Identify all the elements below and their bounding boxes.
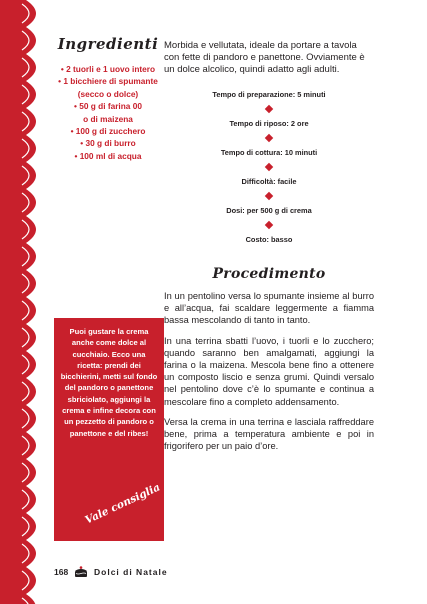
stat-cook-time: Tempo di cottura: 10 minuti bbox=[220, 148, 318, 157]
diamond-divider-icon bbox=[265, 192, 273, 200]
procedure-step: Versa la crema in una terrina e lasciala raffreddare bene, prima a temperatura ambiente e poi in frigorifero per un paio d’ore. bbox=[164, 416, 374, 452]
ingredient-item: • 2 tuorli e 1 uovo intero bbox=[60, 64, 156, 74]
ingredient-item: • 1 bicchiere di spumante bbox=[58, 76, 158, 87]
procedure-title: Procedimento bbox=[212, 266, 326, 282]
scalloped-border bbox=[0, 0, 48, 604]
stat-rest-time: Tempo di riposo: 2 ore bbox=[229, 119, 309, 128]
ingredients-panel bbox=[50, 35, 166, 162]
ingredient-item: o di maizena bbox=[83, 113, 133, 124]
stat-servings: Dosi: per 500 g di crema bbox=[226, 206, 312, 215]
ingredients-list bbox=[50, 63, 166, 162]
stat-cost: Costo: basso bbox=[245, 235, 293, 244]
diamond-divider-icon bbox=[265, 221, 273, 229]
intro-text: Morbida e vellutata, ideale da portare a tavola con fette di pandoro e panettone. Ovviamente è un dolce alcolico, quindi adatto agli adulti. bbox=[164, 40, 365, 75]
page-number: 168 bbox=[54, 567, 69, 577]
book-title: Dolci di Natale bbox=[94, 567, 168, 577]
diamond-divider-icon bbox=[265, 134, 273, 142]
tip-box bbox=[54, 318, 164, 541]
procedure-step: In una terrina sbatti l’uovo, i tuorli e lo zucchero; quando saranno ben amalgamati, aggiungi la farina o la maizena. Mescola bene fino a ottenere un composto liscio e senza grumi. Quindi versalo nel pentolino dove c’è lo spumante e continua a mescolare fino a completo addensamento. bbox=[164, 335, 374, 407]
procedure-step: In un pentolino versa lo spumante insieme al burro e all’acqua, fai scaldare leggermente a fiamma bassa mescolando di tanto in tanto. bbox=[164, 291, 374, 326]
ingredients-title: Ingredienti bbox=[57, 35, 159, 53]
ingredient-item: (secco o dolce) bbox=[77, 88, 139, 99]
ingredient-item: • 30 g di burro bbox=[80, 138, 136, 149]
tip-signature: Vale consiglia bbox=[83, 481, 163, 527]
diamond-divider-icon bbox=[265, 105, 273, 113]
scallop-edge bbox=[0, 0, 36, 604]
tip-text: Puoi gustare la crema anche come dolce al cucchiaio. Ecco una ricetta: prendi dei bicchierini, metti sul fondo del pandoro o panettone sbriciolato, aggiungi la crema e infine decora con un pezzetto di pandoro o panettone e del ribes! bbox=[60, 327, 158, 438]
cake-icon bbox=[74, 566, 88, 578]
recipe-body bbox=[164, 40, 374, 460]
recipe-stats bbox=[164, 90, 374, 244]
ingredient-item: • 50 g di farina 00 bbox=[74, 101, 142, 112]
stat-difficulty: Difficoltà: facile bbox=[241, 177, 297, 186]
ingredient-item: • 100 g di zucchero bbox=[70, 126, 146, 137]
ingredient-item: • 100 ml di acqua bbox=[74, 150, 142, 161]
stat-prep-time: Tempo di preparazione: 5 minuti bbox=[212, 90, 326, 99]
diamond-divider-icon bbox=[265, 163, 273, 171]
page-footer bbox=[54, 566, 254, 580]
